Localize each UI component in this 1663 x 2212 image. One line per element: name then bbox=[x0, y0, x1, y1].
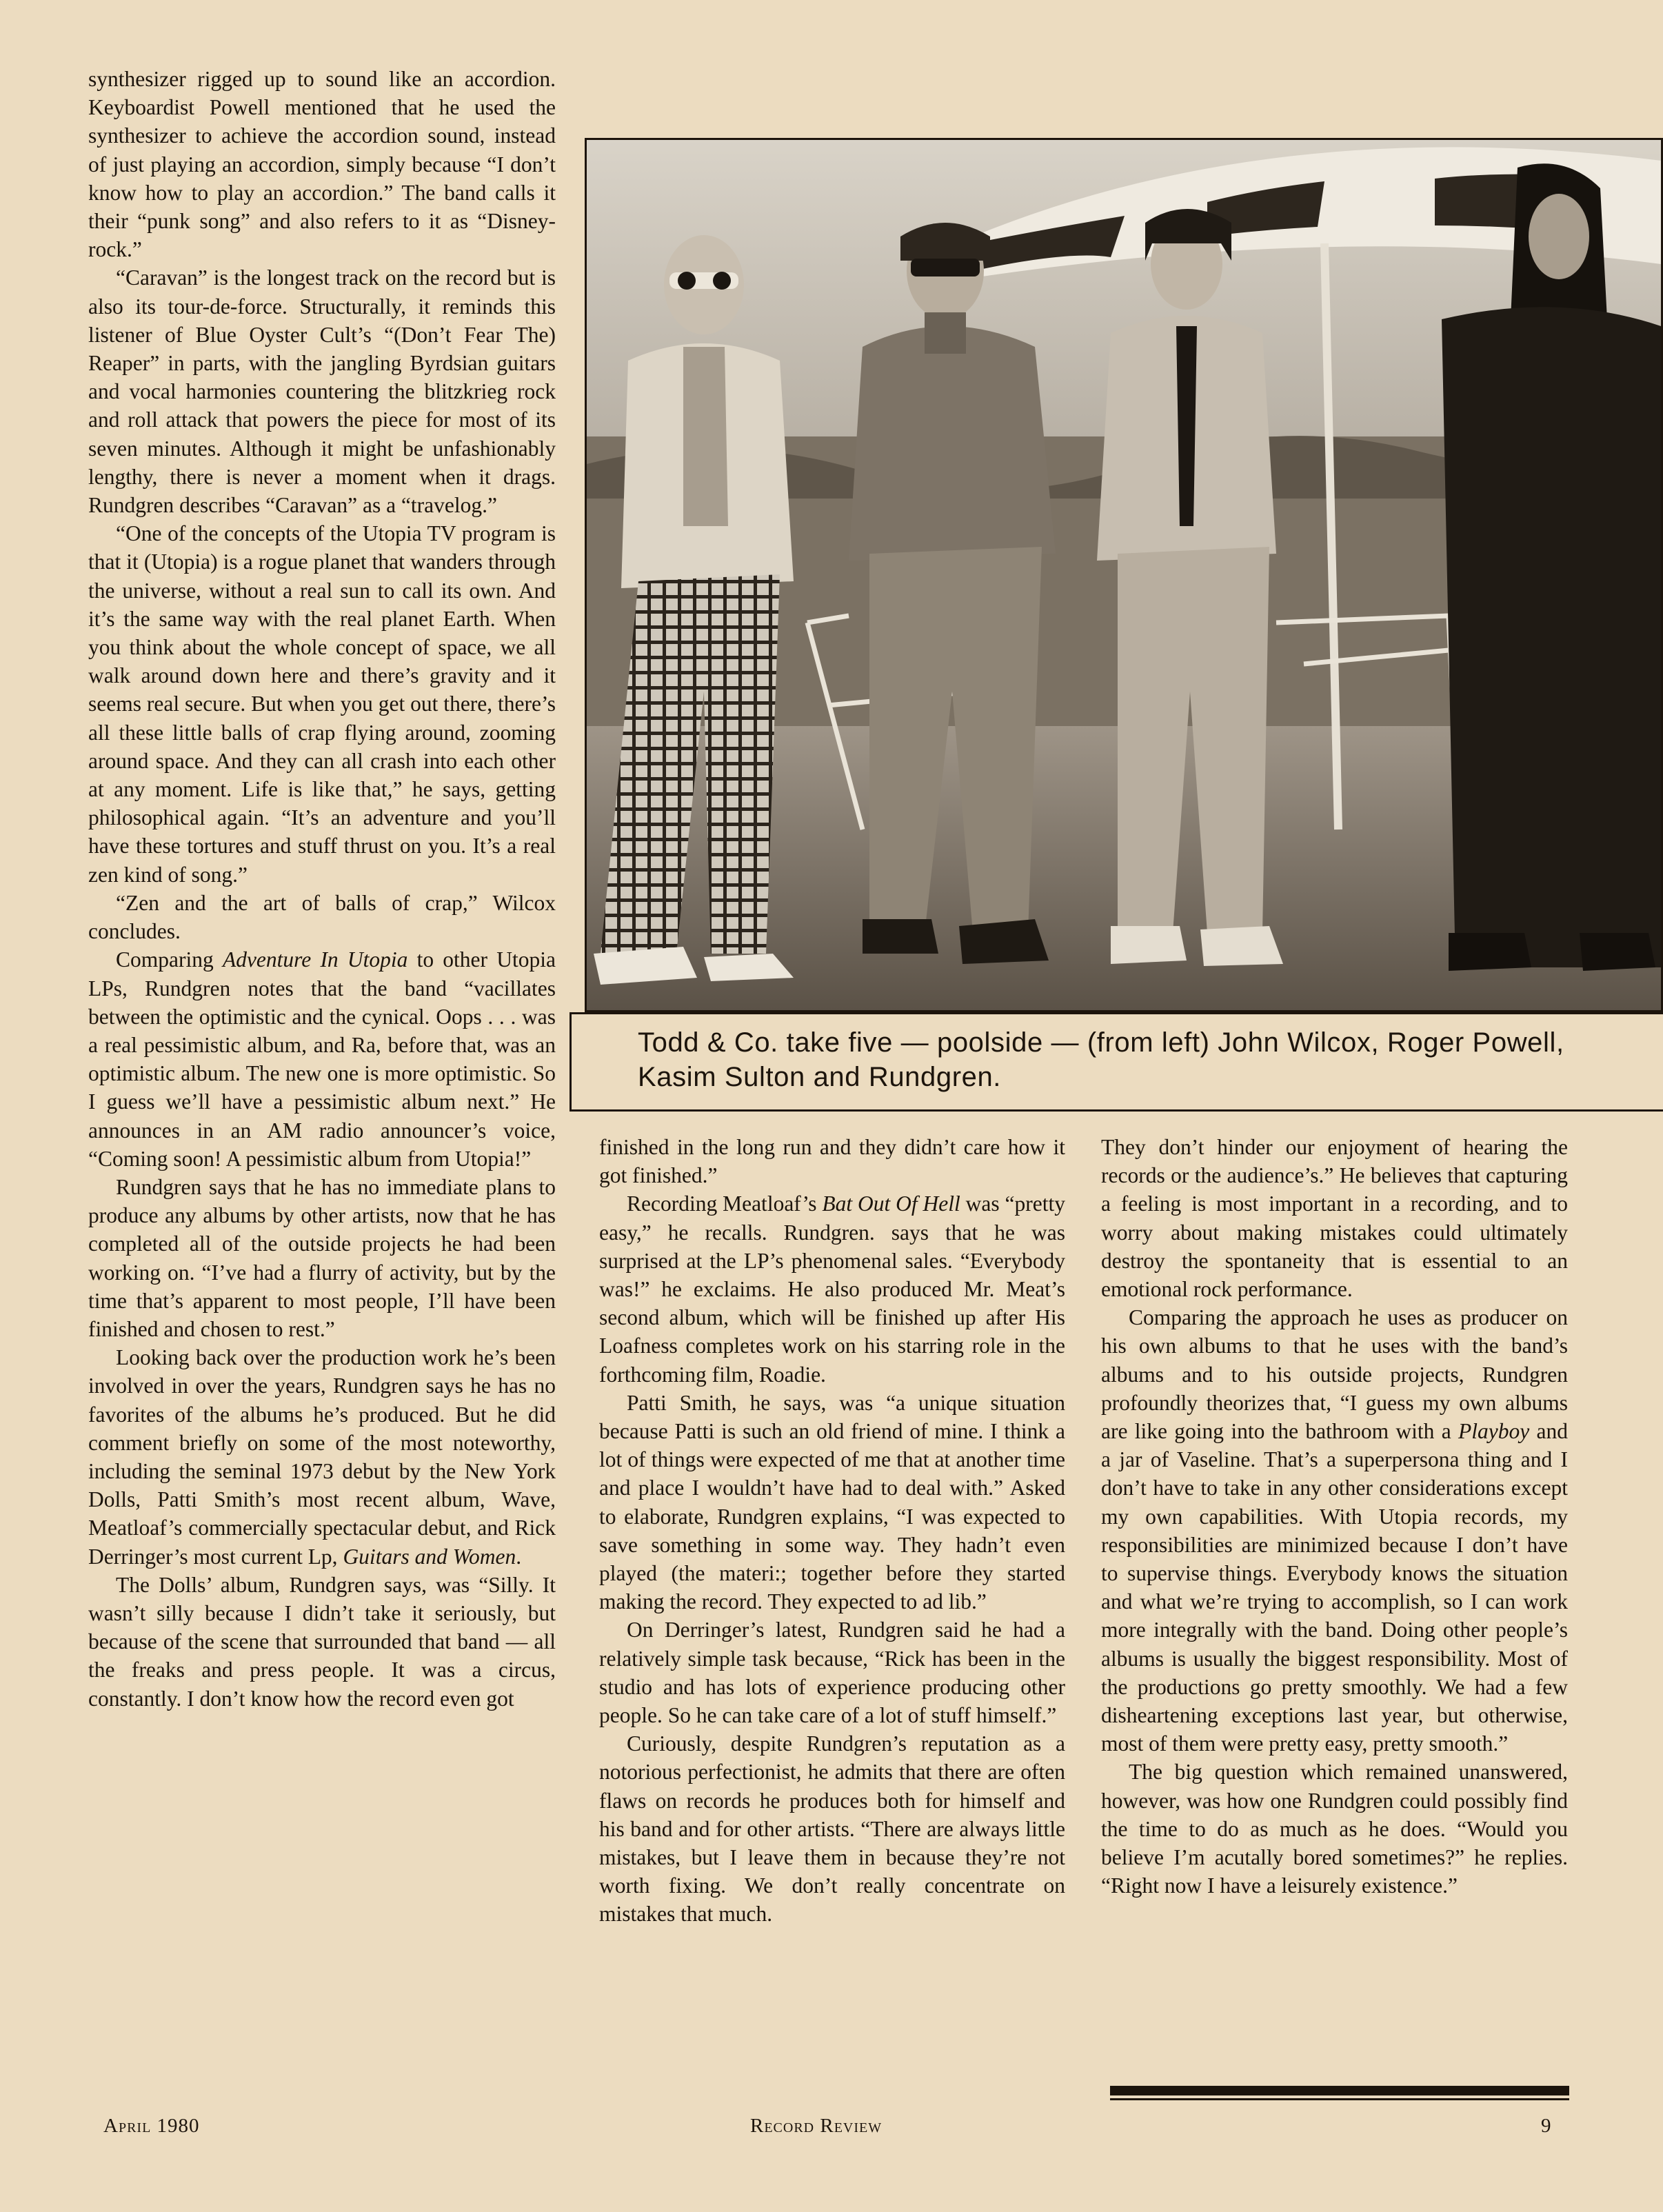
footer-publication: Record Review bbox=[750, 2115, 883, 2137]
paragraph-text: Looking back over the production work he’s been involved in over the years, Rundgren says he has no favorites of the albums he’s produced. But he did comment briefly on some of the most noteworthy, including the seminal 1973 debut by the New York Dolls, Patti Smith’s most recent album, Wave, Meatloaf’s commercially spectacular debut, and Rick Derringer’s most current Lp, bbox=[88, 1345, 556, 1569]
paragraph: On Derringer’s latest, Rundgren said he had a relatively simple task because, “Rick has been in the studio and has lots of experience producing other people. So he can take care of a lot of stuff himself.” bbox=[599, 1618, 1065, 1728]
paragraph bbox=[1101, 1303, 1568, 1758]
paragraph: “Zen and the art of balls of crap,” Wilcox concludes. bbox=[88, 890, 556, 944]
paragraph-text: Comparing bbox=[116, 947, 223, 972]
paragraph: Curiously, despite Rundgren’s reputation as a notorious perfectionist, he admits that there are often flaws on records he produces both for himself and his band and for other artists. “There are always little mistakes, but I leave them in because they’re not worth fixing. We don’t really concentrate on mistakes that much. bbox=[599, 1731, 1065, 1927]
paragraph bbox=[88, 945, 556, 1173]
paragraph: “One of the concepts of the Utopia TV program is that it (Utopia) is a rogue planet that wanders through the universe, without a real sun to call its own. And it’s the same way with the real planet Earth. When you think about the whole concept of space, we all walk around down here and there’s gravity and it seems real secure. But when you get out there, there’s all these little balls of crap flying around, zooming around space. And they can all crash into each other at any moment. Life is like that,” he says, getting philosophical again. “It’s an adventure and you’ll have these tortures and stuff thrust on you. It’s a real zen kind of song.” bbox=[88, 521, 556, 887]
article-column-2 bbox=[599, 1133, 1065, 1929]
paragraph-text: Comparing the approach he uses as producer on his own albums to that he uses with the band’s albums and to his outside projects, Rundgren profoundly theorizes that, “I guess my own albums are like going into the bathroom with a bbox=[1101, 1305, 1568, 1444]
paragraph bbox=[88, 1343, 556, 1571]
italic-title: Bat Out Of Hell bbox=[822, 1192, 960, 1216]
paragraph: Patti Smith, he says, was “a unique situation because Patti is such an old friend of mine. I think a lot of things were expected of me that at another time and place I wouldn’t have had to deal with.” Asked to elaborate, Rundgren explains, “I was expected to save something in some way. They hadn’t even played (the materi:; together before they started making the record. They expected to ad lib.” bbox=[599, 1390, 1065, 1614]
paragraph-text: . bbox=[516, 1544, 522, 1569]
italic-title: Adventure In Utopia bbox=[222, 947, 408, 972]
paragraph-text: Recording Meatloaf’s bbox=[627, 1192, 823, 1216]
band-photo bbox=[585, 138, 1663, 1012]
article-column-3 bbox=[1101, 1133, 1568, 1900]
end-rule-thin bbox=[1110, 2098, 1569, 2100]
italic-title: Guitars and Women bbox=[343, 1544, 516, 1569]
page-number: 9 bbox=[1541, 2115, 1552, 2137]
italic-title: Playboy bbox=[1458, 1419, 1530, 1444]
paragraph-text: and a jar of Vaseline. That’s a superpersona thing and I don’t have to take in any other considerations except my own capabilities. With Utopia records, my responsibilities are minimized because I don’t have to supervise things. Everybody knows the situation and what we’re trying to accomplish, so I can work more integrally with the band. Doing other people’s albums is usually the biggest responsibility. Most of the productions go pretty smoothly. We had a few disheartening exceptions last year, but otherwise, most of them were pretty easy, pretty smooth.” bbox=[1101, 1419, 1568, 1756]
paragraph-text: to other Utopia LPs, Rundgren notes that the band “vacillates between the optimistic and the cynical. Oops . . . was a real pessimistic album, and Ra, before that, was an optimistic album. The new one is more optimistic. So I guess we’ll have a pessimistic album next.” He announces in an AM radio announcer’s voice, “Coming soon! A pessimistic album from Utopia!” bbox=[88, 947, 556, 1171]
paragraph: finished in the long run and they didn’t care how it got finished.” bbox=[599, 1135, 1065, 1188]
footer-date: April 1980 bbox=[103, 2115, 200, 2137]
article-column-1 bbox=[88, 65, 556, 1713]
paragraph: “Caravan” is the longest track on the record but is also its tour-de-force. Structurally, it reminds this listener of Blue Oyster Cult’s “(Don’t Fear The) Reaper” in parts, with the jangling Byrdsian guitars and vocal harmonies countering the blitzkrieg rock and roll attack that powers the piece for most of its seven minutes. Although it might be unfashionably lengthy, there is never a moment when it drags. Rundgren describes “Caravan” as a “travelog.” bbox=[88, 265, 556, 518]
paragraph bbox=[599, 1189, 1065, 1388]
paragraph-text: was “pretty easy,” he recalls. Rundgren. says that he was surprised at the LP’s phenomenal sales. “Everybody was!” he exclaims. He also produced Mr. Meat’s second album, which will be finished up after His Loafness completes work on his starring role in the forthcoming film, Roadie. bbox=[599, 1192, 1065, 1387]
paragraph: They don’t hinder our enjoyment of hearing the records or the audience’s.” He believes that capturing a feeling is most important in a recording, and to worry about making mistakes could ultimately destroy the spontaneity that is essential to an emotional rock performance. bbox=[1101, 1135, 1568, 1302]
paragraph: The big question which remained unanswered, however, was how one Rundgren could possibly find the time to do as much as he does. “Would you believe I’m acutally bored sometimes?” he replies. “Right now I have a leisurely existence.” bbox=[1101, 1760, 1568, 1898]
end-rule bbox=[1110, 2086, 1569, 2095]
photo-caption: Todd & Co. take five — poolside — (from left) John Wilcox, Roger Powell, Kasim Sulton and Rundgren. bbox=[638, 1027, 1564, 1092]
paragraph: Rundgren says that he has no immediate plans to produce any albums by other artists, now that he has completed all of the outside projects he had been working on. “I’ve had a flurry of activity, but by the time that’s apparent to most people, I’ll have been finished and chosen to rest.” bbox=[88, 1174, 556, 1341]
paragraph: synthesizer rigged up to sound like an accordion. Keyboardist Powell mentioned that he used the synthesizer to achieve the accordion sound, instead of just playing an accordion, simply because “I don’t know how to play an accordion.” The band calls it their “punk song” and also refers to it as “Disney-rock.” bbox=[88, 67, 556, 262]
paragraph: The Dolls’ album, Rundgren says, was “Silly. It wasn’t silly because I didn’t take it seriously, but because of the scene that surrounded that band — all the freaks and press people. It was a circus, constantly. I don’t know how the record even got bbox=[88, 1572, 556, 1711]
